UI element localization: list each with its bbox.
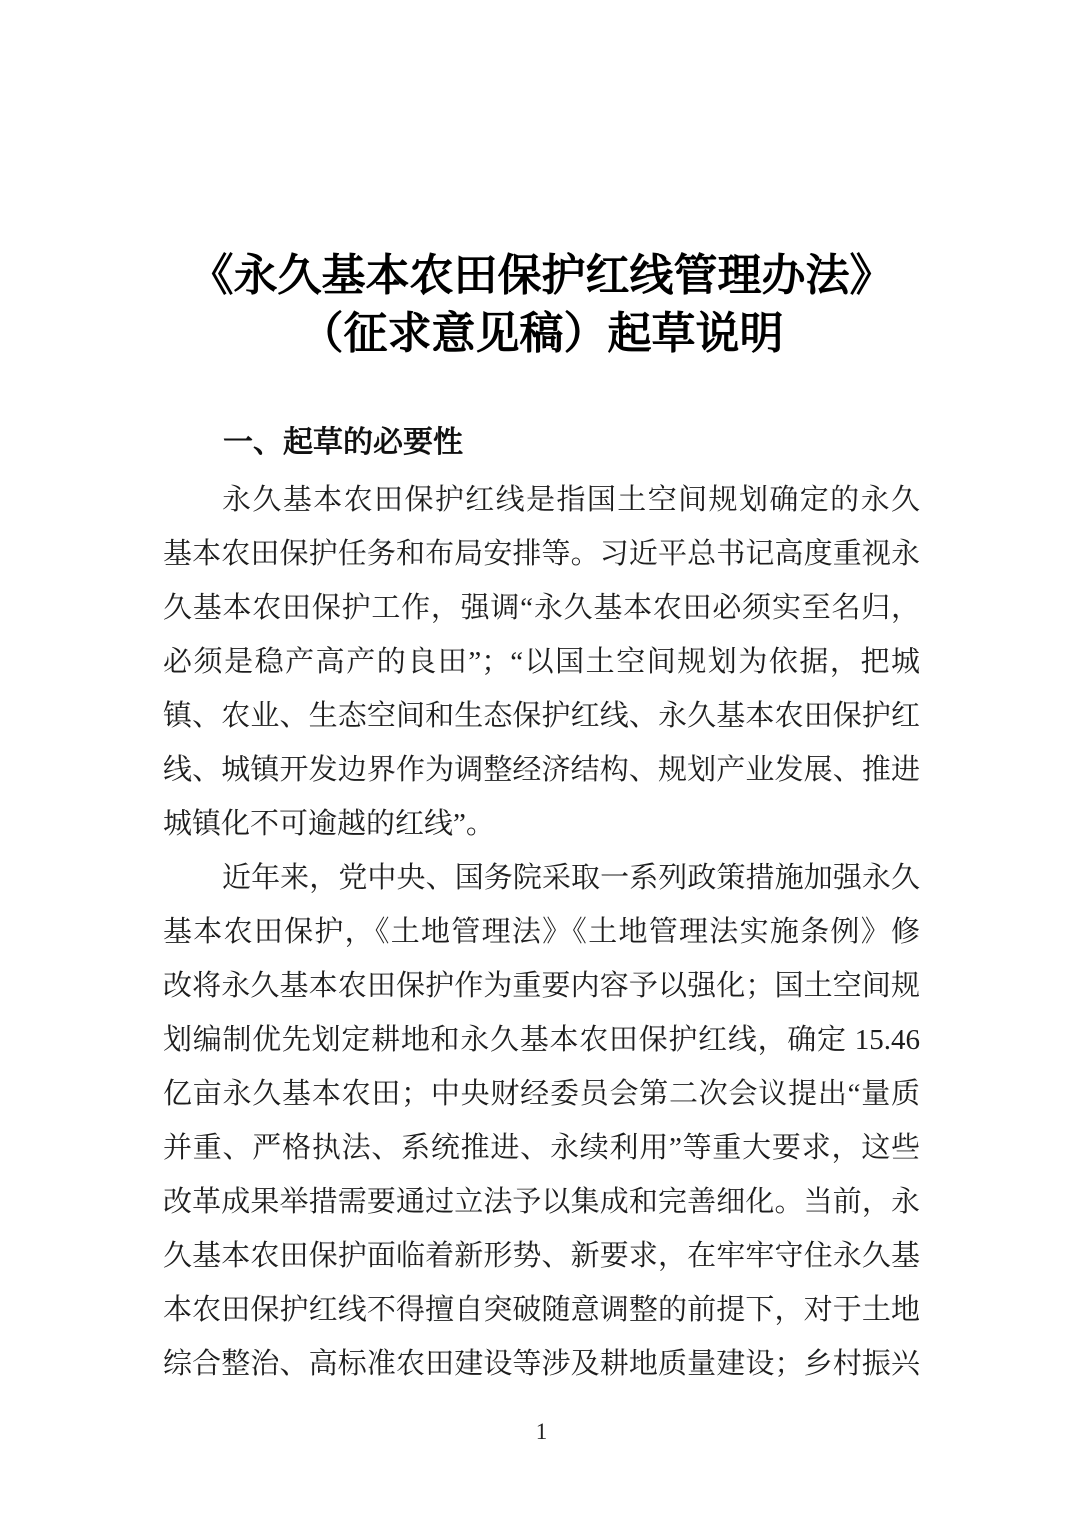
text-line: 镇、农业、生态空间和生态保护红线、永久基本农田保护红 [163,700,920,732]
text-line: 综合整治、高标准农田建设等涉及耕地质量建设；乡村振兴 [163,1348,920,1380]
text-line: 本农田保护红线不得擅自突破随意调整的前提下，对于土地 [163,1294,920,1326]
section-heading-necessity: 一、起草的必要性 [223,426,463,459]
document-title-line-1: 《永久基本农田保护红线管理办法》 [189,251,894,300]
document-body [163,473,920,1391]
text-line: 亿亩永久基本农田；中央财经委员会第二次会议提出“量质 [163,1078,920,1110]
document-title [163,0,920,363]
text-line: 久基本农田保护工作，强调“永久基本农田必须实至名归， [163,592,920,624]
paragraph [163,473,920,851]
paragraph [163,851,920,1391]
text-line: 必须是稳产高产的良田”；“以国土空间规划为依据，把城 [163,646,920,678]
text-line: 基本农田保护任务和布局安排等。习近平总书记高度重视永 [163,538,920,570]
text-line: 线、城镇开发边界作为调整经济结构、规划产业发展、推进 [163,754,920,786]
text-line: 改革成果举措需要通过立法予以集成和完善细化。当前，永 [163,1186,920,1218]
text-line: 永久基本农田保护红线是指国土空间规划确定的永久 [222,484,920,516]
text-line: 划编制优先划定耕地和永久基本农田保护红线，确定 15.46 [163,1024,920,1056]
page-number: 1 [535,1419,548,1444]
text-line: 基本农田保护，《土地管理法》《土地管理法实施条例》修 [163,916,920,948]
document-title-line-2: （征求意见稿）起草说明 [299,309,784,358]
text-line: 城镇化不可逾越的红线”。 [163,808,495,840]
text-line: 改将永久基本农田保护作为重要内容予以强化；国土空间规 [163,970,920,1002]
text-line: 近年来，党中央、国务院采取一系列政策措施加强永久 [222,862,920,894]
text-line: 并重、严格执法、系统推进、永续利用”等重大要求，这些 [163,1132,920,1164]
text-line: 久基本农田保护面临着新形势、新要求，在牢牢守住永久基 [163,1240,920,1272]
